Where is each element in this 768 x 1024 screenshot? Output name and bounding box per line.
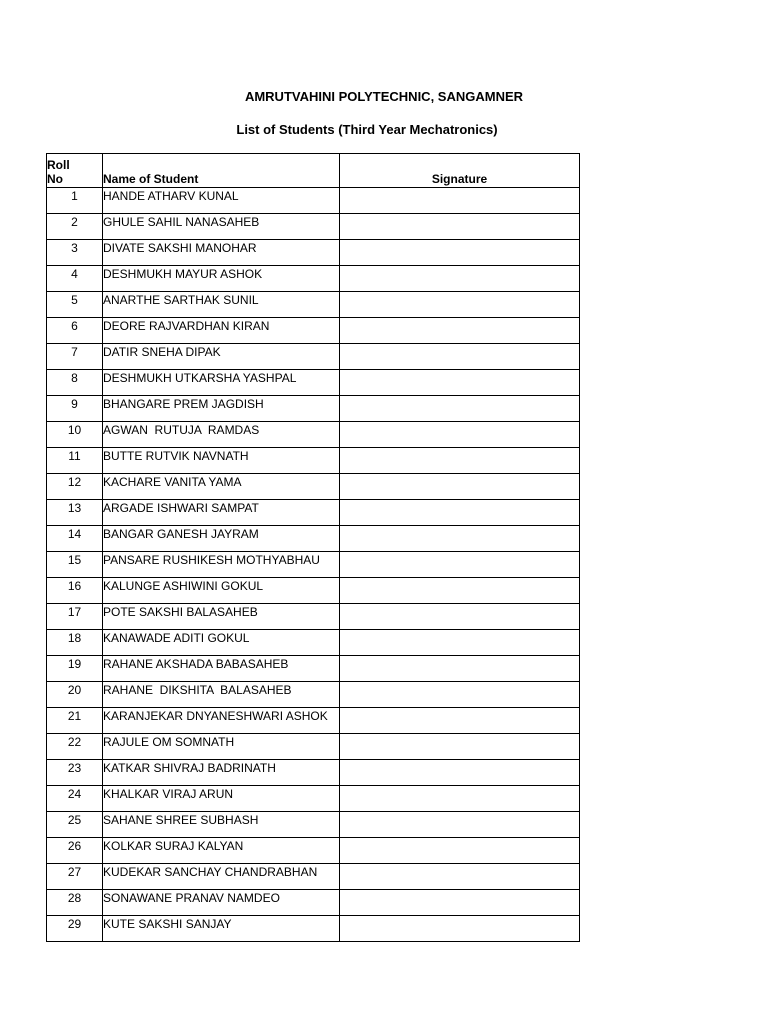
student-name-cell: KHALKAR VIRAJ ARUN <box>103 786 340 812</box>
roll-number-cell: 1 <box>47 188 103 214</box>
student-name-cell: ANARTHE SARTHAK SUNIL <box>103 292 340 318</box>
table-row <box>47 240 580 266</box>
roll-number-cell: 13 <box>47 500 103 526</box>
roll-number-cell: 3 <box>47 240 103 266</box>
table-row <box>47 630 580 656</box>
roll-number-cell: 18 <box>47 630 103 656</box>
student-name-cell: ARGADE ISHWARI SAMPAT <box>103 500 340 526</box>
table-row <box>47 578 580 604</box>
student-name-cell: KACHARE VANITA YAMA <box>103 474 340 500</box>
roll-number-cell: 29 <box>47 916 103 942</box>
table-row <box>47 916 580 942</box>
signature-cell[interactable] <box>340 864 580 890</box>
roll-number-cell: 11 <box>47 448 103 474</box>
roll-number-cell: 26 <box>47 838 103 864</box>
roll-header-line1: Roll <box>47 158 70 172</box>
roll-number-cell: 25 <box>47 812 103 838</box>
signature-cell[interactable] <box>340 682 580 708</box>
table-row <box>47 396 580 422</box>
signature-cell[interactable] <box>340 344 580 370</box>
student-name-cell: DATIR SNEHA DIPAK <box>103 344 340 370</box>
student-name-cell: SAHANE SHREE SUBHASH <box>103 812 340 838</box>
roll-number-cell: 20 <box>47 682 103 708</box>
table-row <box>47 448 580 474</box>
student-name-cell: BHANGARE PREM JAGDISH <box>103 396 340 422</box>
student-name-cell: BANGAR GANESH JAYRAM <box>103 526 340 552</box>
signature-cell[interactable] <box>340 240 580 266</box>
student-name-cell: KUTE SAKSHI SANJAY <box>103 916 340 942</box>
table-header-row <box>47 154 580 188</box>
table-row <box>47 760 580 786</box>
institute-title: AMRUTVAHINI POLYTECHNIC, SANGAMNER <box>244 89 524 104</box>
student-name-cell: KARANJEKAR DNYANESHWARI ASHOK <box>103 708 340 734</box>
signature-cell[interactable] <box>340 734 580 760</box>
roll-number-cell: 28 <box>47 890 103 916</box>
student-name-cell: DEORE RAJVARDHAN KIRAN <box>103 318 340 344</box>
table-row <box>47 864 580 890</box>
student-name-cell: GHULE SAHIL NANASAHEB <box>103 214 340 240</box>
table-row <box>47 682 580 708</box>
signature-cell[interactable] <box>340 656 580 682</box>
student-name-cell: POTE SAKSHI BALASAHEB <box>103 604 340 630</box>
student-name-cell: BUTTE RUTVIK NAVNATH <box>103 448 340 474</box>
signature-cell[interactable] <box>340 526 580 552</box>
student-name-cell: HANDE ATHARV KUNAL <box>103 188 340 214</box>
signature-cell[interactable] <box>340 786 580 812</box>
table-row <box>47 734 580 760</box>
signature-cell[interactable] <box>340 188 580 214</box>
signature-cell[interactable] <box>340 500 580 526</box>
table-row <box>47 474 580 500</box>
signature-cell[interactable] <box>340 474 580 500</box>
signature-cell[interactable] <box>340 318 580 344</box>
table-row <box>47 500 580 526</box>
signature-cell[interactable] <box>340 448 580 474</box>
roll-no-header <box>47 154 103 188</box>
signature-cell[interactable] <box>340 266 580 292</box>
roll-number-cell: 6 <box>47 318 103 344</box>
roll-number-cell: 9 <box>47 396 103 422</box>
table-row <box>47 318 580 344</box>
table-row <box>47 838 580 864</box>
student-name-cell: KANAWADE ADITI GOKUL <box>103 630 340 656</box>
roll-number-cell: 17 <box>47 604 103 630</box>
signature-cell[interactable] <box>340 838 580 864</box>
table-row <box>47 266 580 292</box>
roll-number-cell: 27 <box>47 864 103 890</box>
student-name-cell: DIVATE SAKSHI MANOHAR <box>103 240 340 266</box>
table-row <box>47 786 580 812</box>
signature-cell[interactable] <box>340 890 580 916</box>
student-name-cell: SONAWANE PRANAV NAMDEO <box>103 890 340 916</box>
student-name-cell: DESHMUKH UTKARSHA YASHPAL <box>103 370 340 396</box>
roll-number-cell: 23 <box>47 760 103 786</box>
student-name-cell: RAHANE AKSHADA BABASAHEB <box>103 656 340 682</box>
student-name-cell: KALUNGE ASHIWINI GOKUL <box>103 578 340 604</box>
signature-cell[interactable] <box>340 552 580 578</box>
roll-number-cell: 4 <box>47 266 103 292</box>
student-list-table <box>46 153 580 942</box>
signature-cell[interactable] <box>340 578 580 604</box>
signature-cell[interactable] <box>340 396 580 422</box>
table-row <box>47 344 580 370</box>
signature-cell[interactable] <box>340 292 580 318</box>
student-name-cell: PANSARE RUSHIKESH MOTHYABHAU <box>103 552 340 578</box>
table-row <box>47 422 580 448</box>
table-row <box>47 188 580 214</box>
student-name-cell: AGWAN RUTUJA RAMDAS <box>103 422 340 448</box>
roll-number-cell: 5 <box>47 292 103 318</box>
roll-number-cell: 2 <box>47 214 103 240</box>
roll-header-line2: No <box>47 172 63 186</box>
roll-number-cell: 7 <box>47 344 103 370</box>
table-row <box>47 604 580 630</box>
signature-cell[interactable] <box>340 214 580 240</box>
student-name-cell: RAJULE OM SOMNATH <box>103 734 340 760</box>
signature-cell[interactable] <box>340 370 580 396</box>
roll-number-cell: 15 <box>47 552 103 578</box>
roll-number-cell: 22 <box>47 734 103 760</box>
signature-header: Signature <box>340 154 580 188</box>
name-header: Name of Student <box>103 154 340 188</box>
student-name-cell: KOLKAR SURAJ KALYAN <box>103 838 340 864</box>
table-row <box>47 708 580 734</box>
student-name-cell: KUDEKAR SANCHAY CHANDRABHAN <box>103 864 340 890</box>
table-row <box>47 292 580 318</box>
table-row <box>47 214 580 240</box>
student-name-cell: KATKAR SHIVRAJ BADRINATH <box>103 760 340 786</box>
table-row <box>47 812 580 838</box>
signature-cell[interactable] <box>340 760 580 786</box>
roll-number-cell: 24 <box>47 786 103 812</box>
table-row <box>47 526 580 552</box>
table-row <box>47 370 580 396</box>
roll-number-cell: 12 <box>47 474 103 500</box>
roll-number-cell: 21 <box>47 708 103 734</box>
signature-cell[interactable] <box>340 916 580 942</box>
signature-cell[interactable] <box>340 604 580 630</box>
student-rows <box>47 188 580 942</box>
roll-number-cell: 10 <box>47 422 103 448</box>
roll-number-cell: 8 <box>47 370 103 396</box>
signature-cell[interactable] <box>340 708 580 734</box>
student-name-cell: DESHMUKH MAYUR ASHOK <box>103 266 340 292</box>
roll-number-cell: 19 <box>47 656 103 682</box>
signature-cell[interactable] <box>340 812 580 838</box>
signature-cell[interactable] <box>340 630 580 656</box>
roll-number-cell: 14 <box>47 526 103 552</box>
student-name-cell: RAHANE DIKSHITA BALASAHEB <box>103 682 340 708</box>
table-row <box>47 890 580 916</box>
table-row <box>47 552 580 578</box>
list-subtitle: List of Students (Third Year Mechatronics) <box>236 122 498 137</box>
roll-number-cell: 16 <box>47 578 103 604</box>
signature-cell[interactable] <box>340 422 580 448</box>
table-row <box>47 656 580 682</box>
